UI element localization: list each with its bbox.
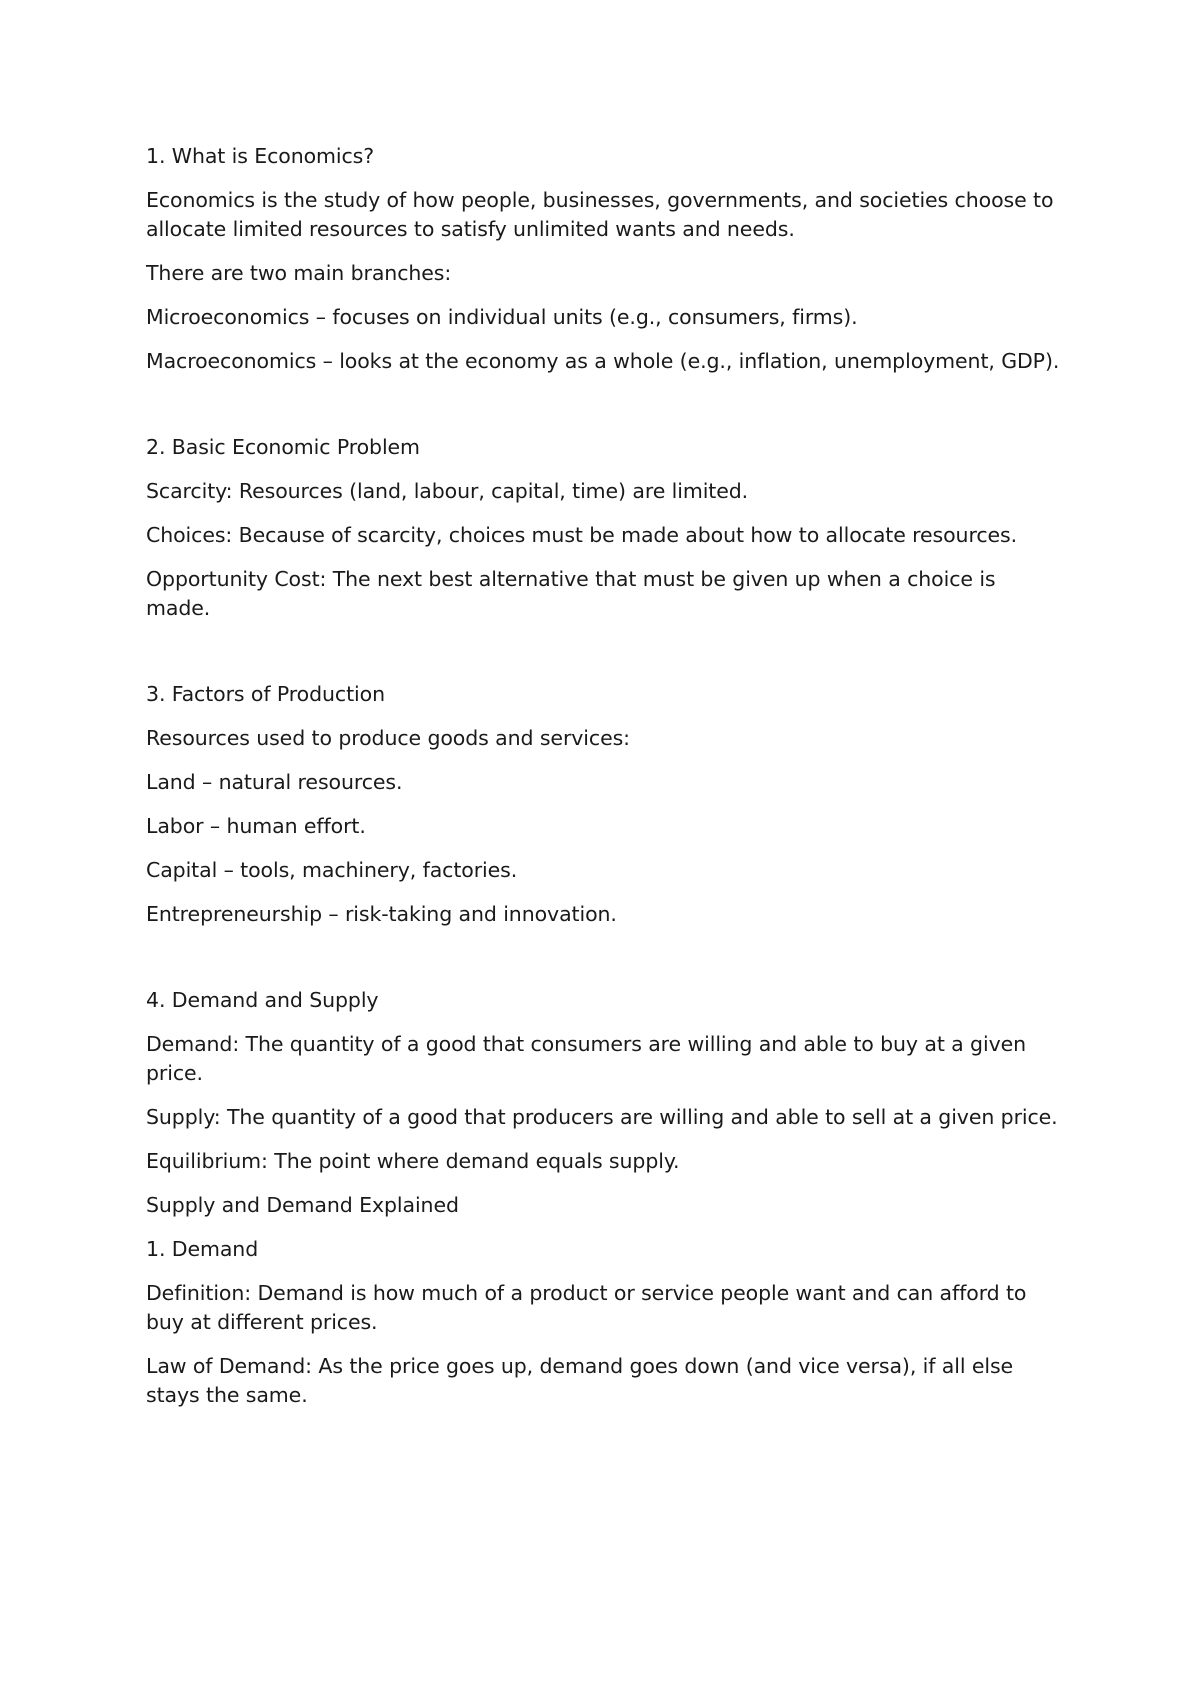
section-factors-of-production xyxy=(146,680,1066,929)
paragraph: Demand: The quantity of a good that consumers are willing and able to buy at a given price. xyxy=(146,1032,1027,1085)
section-heading: 2. Basic Economic Problem xyxy=(146,435,420,459)
paragraph: Labor – human effort. xyxy=(146,814,366,838)
paragraph: Capital – tools, machinery, factories. xyxy=(146,858,518,882)
paragraph: Opportunity Cost: The next best alternative that must be given up when a choice is made. xyxy=(146,567,996,620)
paragraph: Definition: Demand is how much of a product or service people want and can afford to buy at different prices. xyxy=(146,1281,1027,1334)
paragraph: Law of Demand: As the price goes up, demand goes down (and vice versa), if all else stays the same. xyxy=(146,1354,1014,1407)
paragraph: Choices: Because of scarcity, choices must be made about how to allocate resources. xyxy=(146,523,1018,547)
paragraph: There are two main branches: xyxy=(146,261,452,285)
paragraph: Land – natural resources. xyxy=(146,770,403,794)
paragraph: Microeconomics – focuses on individual units (e.g., consumers, firms). xyxy=(146,305,858,329)
paragraph: Scarcity: Resources (land, labour, capital, time) are limited. xyxy=(146,479,749,503)
paragraph: Economics is the study of how people, businesses, governments, and societies choose to allocate limited resources to satisfy unlimited wants and needs. xyxy=(146,188,1054,241)
paragraph: Supply: The quantity of a good that producers are willing and able to sell at a given price. xyxy=(146,1105,1058,1129)
section-heading: 1. What is Economics? xyxy=(146,144,375,168)
paragraph: 1. Demand xyxy=(146,1237,259,1261)
section-heading: 4. Demand and Supply xyxy=(146,988,379,1012)
section-demand-and-supply xyxy=(146,986,1066,1410)
section-heading: 3. Factors of Production xyxy=(146,682,385,706)
paragraph: Equilibrium: The point where demand equals supply. xyxy=(146,1149,680,1173)
paragraph: Resources used to produce goods and services: xyxy=(146,726,630,750)
document-body xyxy=(146,142,1066,1425)
section-basic-economic-problem xyxy=(146,433,1066,623)
paragraph: Supply and Demand Explained xyxy=(146,1193,459,1217)
section-what-is-economics xyxy=(146,142,1066,376)
paragraph: Entrepreneurship – risk-taking and innovation. xyxy=(146,902,617,926)
paragraph: Macroeconomics – looks at the economy as a whole (e.g., inflation, unemployment, GDP). xyxy=(146,349,1060,373)
